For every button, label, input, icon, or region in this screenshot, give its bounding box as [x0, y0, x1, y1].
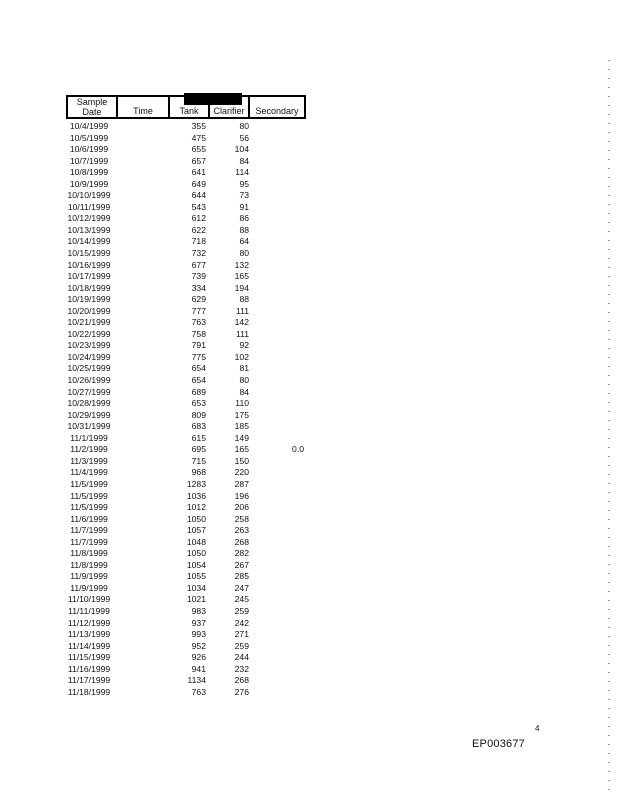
row-tank-value: 655 [191, 144, 206, 155]
table-row [0, 190, 330, 202]
header-sample-date-line2: Date [82, 106, 102, 117]
row-date: 10/13/1999 [67, 224, 111, 235]
row-date: 11/11/1999 [68, 605, 110, 616]
row-date: 10/16/1999 [67, 259, 111, 270]
table-row [0, 433, 330, 445]
redaction-bar [184, 93, 242, 105]
table-row [0, 144, 330, 156]
row-date: 10/23/1999 [67, 340, 111, 351]
row-clarifier-value: 81 [239, 363, 249, 374]
row-date: 10/14/1999 [67, 236, 111, 247]
row-tank-value: 334 [191, 282, 206, 293]
row-clarifier-value: 80 [239, 375, 249, 386]
row-clarifier-value: 175 [234, 409, 249, 420]
row-tank-value: 622 [191, 224, 206, 235]
row-tank-value: 1036 [186, 490, 206, 501]
data-table-body [0, 121, 330, 698]
row-clarifier-value: 88 [239, 294, 249, 305]
table-row [0, 479, 330, 491]
row-tank-value: 615 [191, 432, 206, 443]
row-clarifier-value: 259 [234, 640, 249, 651]
row-clarifier-value: 259 [234, 605, 249, 616]
table-row [0, 491, 330, 503]
table-row [0, 583, 330, 595]
row-date: 10/19/1999 [67, 294, 111, 305]
table-row [0, 283, 330, 295]
row-date: 10/8/1999 [69, 167, 109, 178]
row-date: 11/14/1999 [67, 640, 111, 651]
row-tank-value: 739 [191, 271, 206, 282]
row-tank-value: 629 [191, 294, 206, 305]
row-clarifier-value: 247 [234, 582, 249, 593]
table-row [0, 398, 330, 410]
row-tank-value: 543 [191, 201, 206, 212]
row-date: 10/15/1999 [67, 248, 111, 259]
row-clarifier-value: 73 [239, 190, 249, 201]
row-secondary-value: 0.0 [292, 444, 304, 455]
row-date: 11/9/1999 [70, 582, 108, 593]
table-row [0, 248, 330, 260]
table-row [0, 317, 330, 329]
table-row [0, 629, 330, 641]
row-date: 10/11/1999 [67, 201, 111, 212]
row-tank-value: 1055 [186, 571, 206, 582]
row-date: 11/6/1999 [70, 513, 108, 524]
table-row [0, 664, 330, 676]
row-date: 11/5/1999 [70, 478, 108, 489]
table-row [0, 260, 330, 272]
row-clarifier-value: 91 [239, 201, 249, 212]
document-id: EP003677 [472, 738, 525, 750]
header-sample-date-line1: Sample [76, 96, 108, 107]
row-clarifier-value: 111 [235, 305, 249, 316]
row-tank-value: 683 [191, 421, 206, 432]
row-tank-value: 763 [191, 686, 206, 697]
row-date: 11/16/1999 [67, 663, 111, 674]
row-tank-value: 1283 [186, 478, 206, 489]
row-clarifier-value: 142 [234, 317, 249, 328]
row-clarifier-value: 95 [239, 178, 249, 189]
row-tank-value: 1050 [186, 513, 206, 524]
row-clarifier-value: 80 [239, 121, 249, 131]
row-clarifier-value: 276 [234, 686, 249, 697]
row-date: 10/6/1999 [69, 144, 109, 155]
row-clarifier-value: 80 [239, 248, 249, 259]
row-clarifier-value: 232 [234, 663, 249, 674]
row-date: 11/10/1999 [67, 594, 111, 605]
table-row [0, 560, 330, 572]
table-row [0, 456, 330, 468]
row-clarifier-value: 84 [239, 155, 249, 166]
table-row [0, 606, 330, 618]
table-row [0, 571, 330, 583]
table-row [0, 537, 330, 549]
row-tank-value: 355 [191, 121, 206, 131]
row-date: 11/3/1999 [70, 455, 108, 466]
table-row [0, 687, 330, 699]
row-clarifier-value: 206 [234, 502, 249, 513]
row-date: 10/27/1999 [67, 386, 111, 397]
row-tank-value: 695 [191, 444, 206, 455]
table-row [0, 421, 330, 433]
table-row [0, 213, 330, 225]
table-row [0, 306, 330, 318]
table-row [0, 618, 330, 630]
row-date: 10/10/1999 [67, 190, 111, 201]
row-tank-value: 649 [191, 178, 206, 189]
row-tank-value: 758 [191, 328, 206, 339]
row-tank-value: 968 [191, 467, 206, 478]
row-clarifier-value: 56 [239, 132, 249, 143]
row-clarifier-value: 165 [234, 271, 249, 282]
table-row [0, 133, 330, 145]
row-date: 10/24/1999 [67, 351, 111, 362]
row-clarifier-value: 258 [234, 513, 249, 524]
row-tank-value: 732 [191, 248, 206, 259]
row-date: 11/9/1999 [70, 571, 108, 582]
row-date: 10/25/1999 [67, 363, 111, 374]
row-date: 10/28/1999 [67, 398, 111, 409]
row-date: 11/15/1999 [67, 652, 111, 663]
row-tank-value: 1054 [186, 559, 206, 570]
row-clarifier-value: 104 [234, 144, 249, 155]
table-row [0, 410, 330, 422]
row-tank-value: 657 [191, 155, 206, 166]
row-date: 10/22/1999 [67, 328, 111, 339]
row-date: 11/13/1999 [67, 629, 111, 640]
row-date: 11/17/1999 [67, 675, 111, 686]
table-row [0, 363, 330, 375]
table-row [0, 514, 330, 526]
row-date: 10/7/1999 [69, 155, 109, 166]
row-tank-value: 993 [191, 629, 206, 640]
scan-edge-artifact [608, 60, 610, 790]
row-tank-value: 952 [191, 640, 206, 651]
header-sample-date [66, 95, 118, 119]
row-tank-value: 791 [191, 340, 206, 351]
row-tank-value: 1012 [186, 502, 206, 513]
row-clarifier-value: 84 [239, 386, 249, 397]
row-tank-value: 1134 [187, 675, 206, 686]
table-row [0, 525, 330, 537]
row-clarifier-value: 267 [234, 559, 249, 570]
row-tank-value: 937 [191, 617, 206, 628]
table-row [0, 329, 330, 341]
table-row [0, 352, 330, 364]
row-clarifier-value: 86 [239, 213, 249, 224]
table-row [0, 502, 330, 514]
row-clarifier-value: 150 [234, 455, 249, 466]
table-row [0, 167, 330, 179]
row-clarifier-value: 245 [234, 594, 249, 605]
table-row [0, 444, 330, 456]
row-date: 11/5/1999 [70, 502, 108, 513]
table-row [0, 467, 330, 479]
row-clarifier-value: 263 [234, 525, 249, 536]
row-date: 10/26/1999 [67, 375, 111, 386]
row-tank-value: 1021 [186, 594, 206, 605]
row-tank-value: 775 [191, 351, 206, 362]
row-clarifier-value: 268 [234, 675, 249, 686]
row-tank-value: 715 [191, 455, 206, 466]
row-date: 11/18/1999 [67, 686, 111, 697]
row-tank-value: 777 [191, 305, 206, 316]
table-row [0, 179, 330, 191]
row-date: 10/29/1999 [67, 409, 111, 420]
row-date: 11/7/1999 [70, 536, 108, 547]
row-clarifier-value: 110 [235, 398, 249, 409]
table-row [0, 548, 330, 560]
row-date: 11/7/1999 [70, 525, 108, 536]
row-date: 11/5/1999 [70, 490, 108, 501]
header-secondary: Secondary [250, 95, 306, 119]
row-clarifier-value: 149 [234, 432, 249, 443]
row-clarifier-value: 185 [234, 421, 249, 432]
header-clarifier: Clarifier [210, 95, 250, 119]
row-tank-value: 809 [191, 409, 206, 420]
row-tank-value: 1050 [186, 548, 206, 559]
row-date: 10/31/1999 [67, 421, 111, 432]
row-clarifier-value: 220 [234, 467, 249, 478]
row-date: 10/18/1999 [67, 282, 111, 293]
row-clarifier-value: 242 [234, 617, 249, 628]
row-clarifier-value: 132 [234, 259, 249, 270]
table-row [0, 156, 330, 168]
table-row [0, 236, 330, 248]
table-row [0, 340, 330, 352]
table-row [0, 675, 330, 687]
row-clarifier-value: 271 [234, 629, 249, 640]
row-date: 11/8/1999 [70, 548, 108, 559]
row-date: 10/5/1999 [69, 132, 109, 143]
row-tank-value: 644 [191, 190, 206, 201]
row-tank-value: 1057 [186, 525, 206, 536]
row-tank-value: 689 [191, 386, 206, 397]
row-clarifier-value: 268 [234, 536, 249, 547]
table-row [0, 121, 330, 133]
row-tank-value: 654 [191, 375, 206, 386]
row-date: 10/17/1999 [67, 271, 111, 282]
table-row [0, 652, 330, 664]
row-tank-value: 1034 [186, 582, 206, 593]
row-tank-value: 654 [191, 363, 206, 374]
row-date: 10/12/1999 [67, 213, 111, 224]
row-tank-value: 612 [191, 213, 206, 224]
row-clarifier-value: 287 [234, 478, 249, 489]
row-date: 10/21/1999 [67, 317, 111, 328]
row-date: 10/20/1999 [67, 305, 111, 316]
row-tank-value: 983 [191, 605, 206, 616]
row-date: 11/4/1999 [70, 467, 108, 478]
page-mark: 4 [535, 724, 540, 733]
row-tank-value: 718 [191, 236, 206, 247]
row-tank-value: 763 [191, 317, 206, 328]
row-date: 11/12/1999 [67, 617, 111, 628]
row-tank-value: 677 [191, 259, 206, 270]
row-clarifier-value: 194 [234, 282, 249, 293]
row-date: 10/4/1999 [69, 121, 109, 131]
header-time: Time [118, 95, 170, 119]
row-clarifier-value: 114 [235, 167, 249, 178]
table-row [0, 271, 330, 283]
table-row [0, 641, 330, 653]
row-clarifier-value: 102 [234, 351, 249, 362]
row-clarifier-value: 64 [239, 236, 249, 247]
row-tank-value: 1048 [186, 536, 206, 547]
row-date: 11/2/1999 [70, 444, 108, 455]
row-tank-value: 926 [191, 652, 206, 663]
table-row [0, 594, 330, 606]
table-row [0, 387, 330, 399]
row-date: 11/1/1999 [70, 432, 108, 443]
row-clarifier-value: 244 [234, 652, 249, 663]
row-clarifier-value: 196 [234, 490, 249, 501]
row-clarifier-value: 285 [234, 571, 249, 582]
row-date: 11/8/1999 [70, 559, 108, 570]
row-clarifier-value: 282 [234, 548, 249, 559]
row-tank-value: 653 [191, 398, 206, 409]
row-tank-value: 641 [191, 167, 206, 178]
row-clarifier-value: 92 [239, 340, 249, 351]
table-row [0, 375, 330, 387]
row-date: 10/9/1999 [69, 178, 109, 189]
row-tank-value: 941 [191, 663, 206, 674]
table-row [0, 202, 330, 214]
row-clarifier-value: 111 [235, 328, 249, 339]
header-tank: Tank [170, 95, 210, 119]
row-tank-value: 475 [191, 132, 206, 143]
table-row [0, 294, 330, 306]
row-clarifier-value: 88 [239, 224, 249, 235]
row-clarifier-value: 165 [234, 444, 249, 455]
table-row [0, 225, 330, 237]
